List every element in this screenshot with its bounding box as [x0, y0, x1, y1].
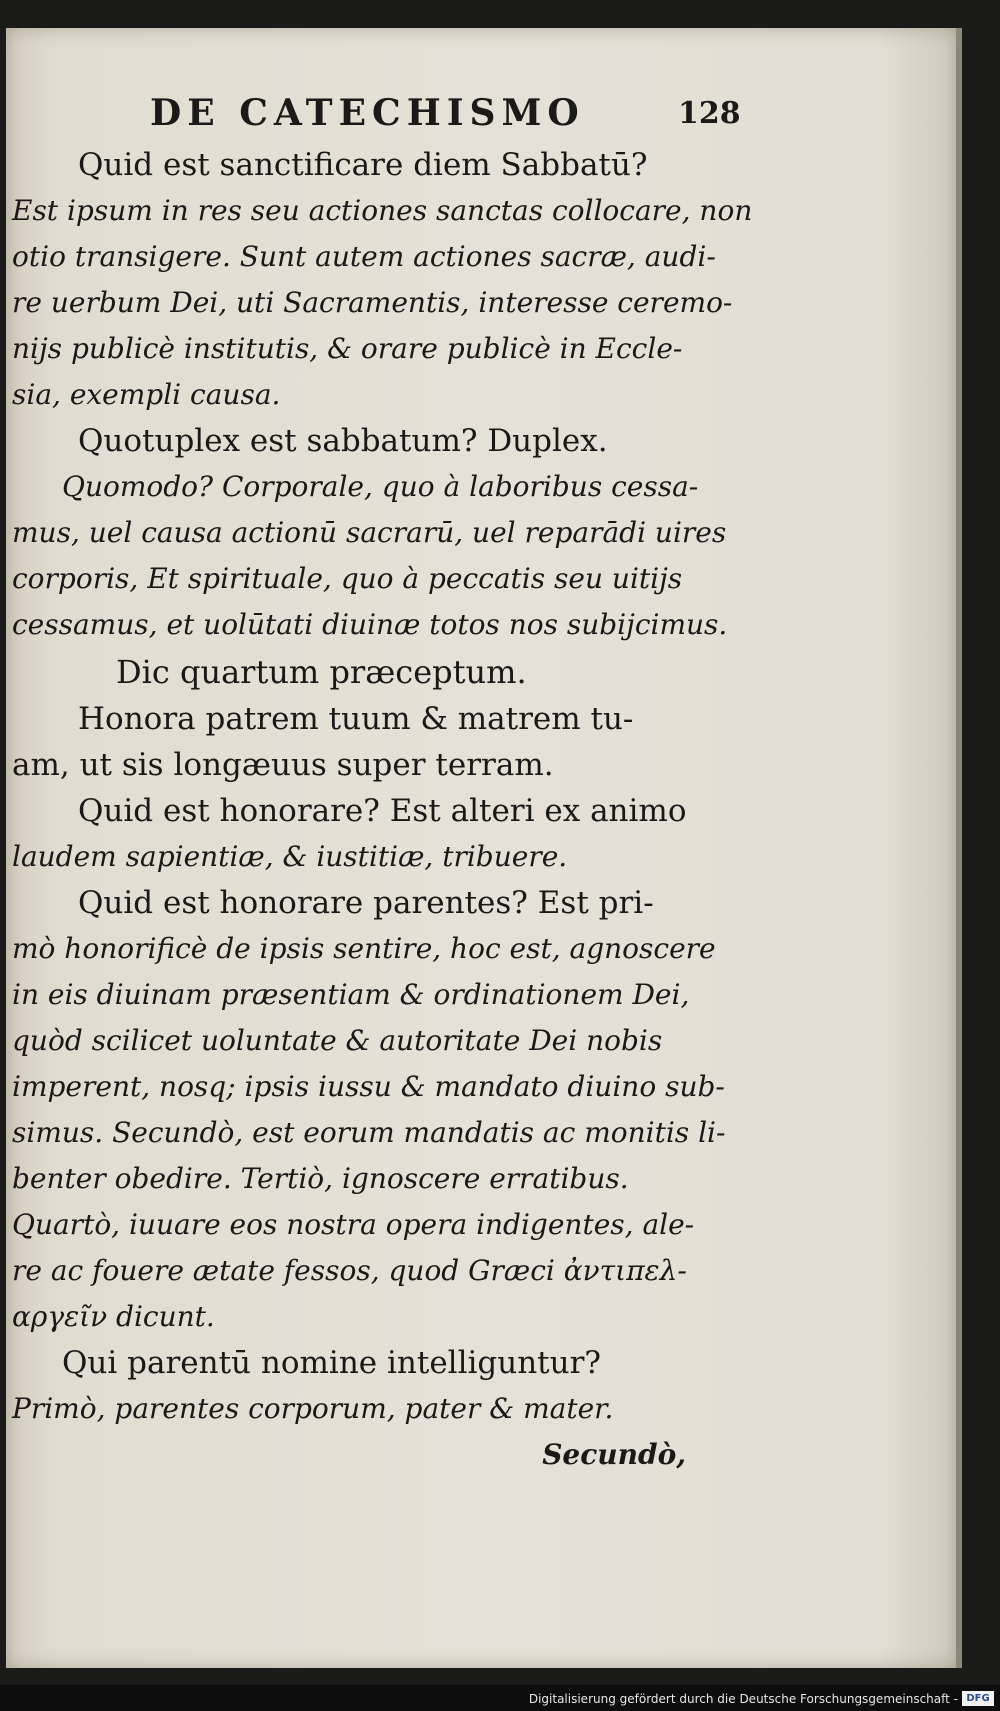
text-line: am, ut sis longæuus super terram.	[12, 747, 554, 783]
text-line: Est ipsum in res seu actiones sanctas collocare, non	[12, 194, 753, 227]
text-line: re ac fouere ætate fessos, quod Græci ἀντιπελ-	[12, 1254, 687, 1287]
text-line: sia, exempli causa.	[12, 378, 281, 411]
text-line: simus. Secundò, est eorum mandatis ac monitis li-	[12, 1116, 726, 1149]
footer-bar	[0, 1685, 1000, 1711]
text-line: Quotuplex est sabbatum? Duplex.	[78, 423, 608, 459]
text-line: Quid est sanctificare diem Sabbatū?	[78, 147, 648, 183]
text-line: nijs publicè institutis, & orare publicè in Eccle-	[12, 332, 683, 365]
text-line: Honora patrem tuum & matrem tu-	[78, 701, 634, 737]
text-line: Quomodo? Corporale, quo à laboribus cessa-	[62, 470, 699, 503]
text-line: otio transigere. Sunt autem actiones sacræ, audi-	[12, 240, 716, 273]
text-line: benter obedire. Tertiò, ignoscere erratibus.	[12, 1162, 629, 1195]
page-number: 128	[678, 96, 741, 131]
running-title: DE CATECHISMO	[150, 92, 585, 134]
text-line: mus, uel causa actionū sacrarū, uel reparādi uires	[12, 516, 727, 549]
text-line: re uerbum Dei, uti Sacramentis, interesse ceremo-	[12, 286, 733, 319]
text-line: cessamus, et uolūtati diuinæ totos nos subijcimus.	[12, 608, 728, 641]
precept-heading: Dic quartum præceptum.	[116, 653, 527, 691]
text-line: mò honorificè de ipsis sentire, hoc est, agnoscere	[12, 932, 716, 965]
page-edge	[956, 28, 962, 1668]
text-line: Quid est honorare? Est alteri ex animo	[78, 793, 687, 829]
text-line: Primò, parentes corporum, pater & mater.	[12, 1392, 614, 1425]
text-line: Qui parentū nomine intelliguntur?	[62, 1345, 602, 1381]
text-line: Quartò, iuuare eos nostra opera indigentes, ale-	[12, 1208, 695, 1241]
catchword: Secundò,	[542, 1438, 686, 1471]
funding-credit: Digitalisierung gefördert durch die Deutsche Forschungsgemeinschaft -	[528, 1692, 958, 1706]
text-line: quòd scilicet uoluntate & autoritate Dei nobis	[12, 1024, 663, 1057]
dfg-logo: DFG	[962, 1691, 994, 1706]
body-text	[12, 142, 753, 1478]
text-line: in eis diuinam præsentiam & ordinationem Dei,	[12, 978, 690, 1011]
text-line: Quid est honorare parentes? Est pri-	[78, 885, 654, 921]
text-line: laudem sapientiæ, & iustitiæ, tribuere.	[12, 840, 568, 873]
text-line: αργεῖν dicunt.	[12, 1300, 215, 1333]
text-line: imperent, nosq; ipsis iussu & mandato diuino sub-	[12, 1070, 725, 1103]
text-line: corporis, Et spirituale, quo à peccatis seu uitijs	[12, 562, 683, 595]
